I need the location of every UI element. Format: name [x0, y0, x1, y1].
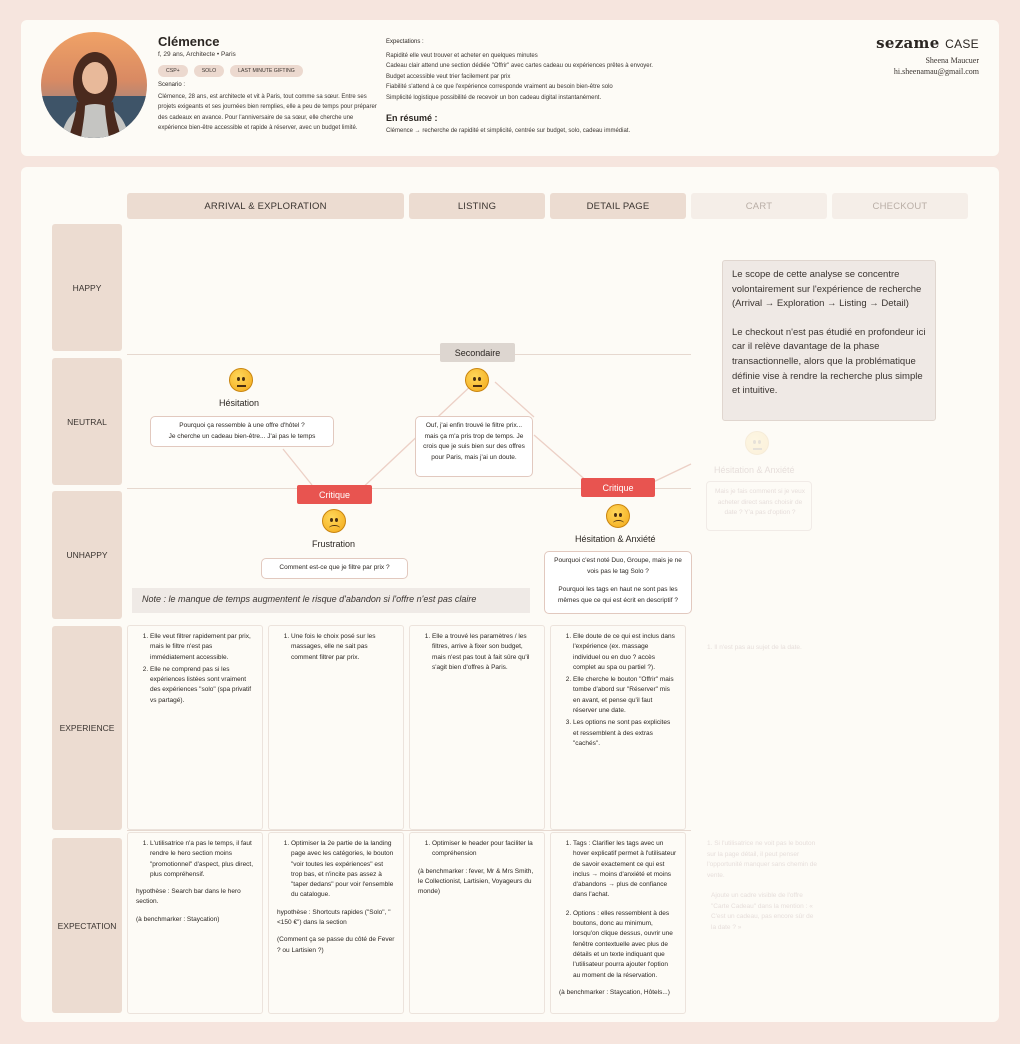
- experience-item: 1. Elle doute de ce qui est inclus dans l'expérience (ex. massage individuel ou en duo ? accès complet au spa ou partiel ?).: [573, 632, 677, 673]
- experience-item: 2. Elle cherche le bouton "Offrir" mais tombe d'abord sur "Réserver" mis en avant, et pense qu'il faut réserver une date.: [573, 675, 677, 716]
- brand-logo: [876, 34, 979, 52]
- expectations-label: Expectations :: [386, 39, 424, 45]
- ghost-quote: Mais je fais comment si je veux acheter direct sans choisir de date ? Y'a pas d'option ?: [715, 488, 805, 516]
- author-email: hi.sheenamau@gmail.com: [893, 67, 979, 76]
- scenario-text: Clémence, 28 ans, est architecte et vit à Paris, tout comme sa sœur. Entre ses projets exigeants et ses journées bien remplies, elle a peu de temps pour préparer des cadeaux en avance. Pour l'anniversaire de sa sœur, elle cherche une expérience bien-être accessible et rapide à réserver, avec un budget limité.: [158, 94, 377, 132]
- expectation-line: Fiabilité s'attend à ce que l'expérience corresponde vraiment au besoin bien-être solo: [386, 84, 613, 91]
- row-label-neutral: NEUTRAL: [52, 358, 122, 485]
- row-label-happy: HAPPY: [52, 224, 122, 351]
- badge-critique-detail: Critique: [581, 478, 655, 497]
- ghost-experience: 1. Il n'est pas au sujet de la date.: [707, 644, 802, 651]
- expectation-benchmark: (à benchmarker : fever, Mr & Mrs Smith, le Collectionist, Lartisien, Voyageurs du monde): [418, 867, 534, 896]
- neutral-face-icon: [745, 431, 769, 455]
- emotion-label-anxiety: Hésitation & Anxiété: [575, 534, 656, 544]
- persona-avatar: [41, 32, 147, 138]
- ghost-emotion-label: Hésitation & Anxiété: [714, 465, 795, 475]
- row-label-expectation: EXPECTATION: [52, 838, 122, 1013]
- phase-listing: LISTING: [409, 193, 545, 219]
- expectation-hypothesis: hypothèse : Search bar dans le hero section.: [136, 888, 241, 906]
- brand-name: sezame: [876, 34, 940, 52]
- expectation-hypothesis: hypothèse : Shortcuts rapides ("Solo", "<150 €") dans la section: [277, 908, 391, 927]
- expectation-item: 1. L'utilisatrice n'a pas le temps, il faut rendre le hero section moins "promotionnel" d'aspect, plus direct, plus compréhensif.: [150, 839, 254, 880]
- expectation-cell-arrival-2: [268, 832, 404, 1014]
- journey-map-card: [21, 167, 999, 1022]
- quote-anxiety-line: Pourquoi c'est noté Duo, Groupe, mais je ne vois pas le tag Solo ?: [554, 557, 682, 575]
- persona-card: [21, 20, 999, 156]
- neutral-face-icon: [465, 368, 489, 392]
- persona-meta: f, 29 ans, Architecte • Paris: [158, 51, 236, 58]
- ghost-expectation: Ajoute un cadre visible de l'offre "Carte Cadeau" dans la mention : « C'est un cadeau, pas encore sûr de la date ? »: [711, 892, 814, 931]
- quote-frustration: Comment est-ce que je filtre par prix ?: [261, 558, 408, 579]
- expectation-line: Rapidité elle veut trouver et acheter en quelques minutes: [386, 53, 538, 59]
- persona-tags: [158, 65, 303, 77]
- quote-anxiety: [544, 551, 692, 614]
- emotion-label-frustration: Frustration: [312, 539, 356, 549]
- persona-name: Clémence: [158, 34, 220, 49]
- expectation-cell-detail: [550, 832, 686, 1014]
- scope-paragraph: Le scope de cette analyse se concentre volontairement sur l'expérience de recherche (Arrival → Exploration → Listing → Detail): [732, 269, 922, 310]
- phase-cart: CART: [691, 193, 827, 219]
- badge-secondaire: Secondaire: [440, 343, 515, 362]
- summary-title: En résumé :: [386, 113, 438, 123]
- experience-cell-listing: [409, 625, 545, 830]
- emotion-label-hesitation: Hésitation: [219, 398, 260, 408]
- brand-suffix: CASE: [945, 37, 979, 51]
- expectation-benchmark: (à benchmarker : Staycation, Hôtels...): [559, 988, 670, 996]
- experience-item: 3. Les options ne sont pas explicites et ressemblent à des extras "cachés".: [573, 718, 677, 749]
- note-time-pressure: Note : le manque de temps augmentent le risque d'abandon si l'offre n'est pas claire: [132, 588, 530, 613]
- expectation-benchmark: (à benchmarker : Staycation): [136, 915, 220, 923]
- author-name: Sheena Maucuer: [925, 56, 979, 65]
- expectation-item: 1. Optimiser la 2e partie de la landing page avec les catégories, le bouton "voir toutes les expériences" est trop bas, et n'incite pas assez à "taper dedans" pour voir l'ensemble du catalogue.: [291, 839, 395, 901]
- expectation-cell-listing: [409, 832, 545, 1014]
- row-label-experience: EXPERIENCE: [52, 626, 122, 830]
- expectation-line: Simplicité logistique possibilité de recevoir un bon cadeau digital instantanément.: [386, 94, 602, 101]
- phase-arrival-exploration: ARRIVAL & EXPLORATION: [127, 193, 404, 219]
- quote-listing: Ouf, j'ai enfin trouvé le filtre prix... mais ça m'a pris trop de temps. Je crois que je suis bien sur des offres pour Paris, mais j'ai un doute.: [415, 416, 533, 477]
- scenario-label: Scenario :: [158, 82, 186, 88]
- expectation-line: Budget accessible veut trier facilement par prix: [386, 73, 511, 80]
- quote-hesitation: Pourquoi ça ressemble à une offre d'hôtel ? Je cherche un cadeau bien-être... J'ai pas le temps: [150, 416, 334, 447]
- row-divider: [127, 830, 691, 831]
- quote-anxiety-line: Pourquoi les tags en haut ne sont pas les mêmes que ce qui est écrit en descriptif ?: [558, 586, 678, 604]
- experience-cell-arrival: [127, 625, 263, 830]
- scope-paragraph: Le checkout n'est pas étudié en profondeur ici car il relève davantage de la phase transactionnelle, alors que la problématique définie vise à rendre la recherche plus simple et intuitive.: [732, 326, 926, 397]
- experience-item: 1. Elle a trouvé les paramètres / les filtres, arrive à fixer son budget, mais n'est pas tout à fait sûre qu'il s'agit bien d'offres à Paris.: [432, 632, 536, 673]
- sad-face-icon: [606, 504, 630, 528]
- persona-tag: LAST MINUTE GIFTING: [230, 65, 303, 77]
- persona-tag: SOLO: [194, 65, 224, 77]
- expectations-list: [386, 51, 653, 103]
- phase-checkout: CHECKOUT: [832, 193, 968, 219]
- expectation-cell-arrival: [127, 832, 263, 1014]
- ghost-expectation: 1. Si l'utilisatrice ne voit pas le bouton sur la page détail, il peut penser l'opportunité manquer sans chemin de vente.: [707, 840, 818, 879]
- neutral-face-icon: [229, 368, 253, 392]
- sad-face-icon: [322, 509, 346, 533]
- experience-cell-arrival-2: [268, 625, 404, 830]
- persona-tag: CSP+: [158, 65, 188, 77]
- experience-cell-detail: [550, 625, 686, 830]
- expectation-item: 1. Tags : Clarifier les tags avec un hover explicatif permet à l'utilisateur de savoir exactement ce qui est inclus → moins d'anxiété et moins d'abandons → plus de confiance dans l'achat.: [573, 839, 677, 901]
- expectation-benchmark: (Comment ça se passe du côté de Fever ? ou Lartisien ?): [277, 936, 395, 954]
- experience-item: 1. Elle veut filtrer rapidement par prix, mais le filtre n'est pas immédiatement accessible.: [150, 632, 254, 663]
- summary-text: Clémence → recherche de rapidité et simplicité, centrée sur budget, solo, cadeau immédiat.: [386, 128, 631, 134]
- experience-item: 1. Une fois le choix posé sur les massages, elle ne sait pas comment filtrer par prix.: [291, 632, 395, 663]
- expectation-item: 1. Optimiser le header pour faciliter la compréhension: [432, 839, 536, 860]
- expectation-line: Cadeau clair attend une section dédiée "Offrir" avec cartes cadeau ou expériences prêtes à envoyer.: [386, 63, 653, 70]
- badge-critique-frustration: Critique: [297, 485, 372, 504]
- row-label-unhappy: UNHAPPY: [52, 491, 122, 619]
- expectation-item: 2. Options : elles ressemblent à des boutons, donc au minimum, lorsqu'on clique dessus, ouvrir une fenêtre contextuelle avec plus de détails et un texte indiquant que l'utilisateur pourra ajouter l'option au moment de la réservation.: [573, 909, 677, 981]
- phase-detail-page: DETAIL PAGE: [550, 193, 686, 219]
- scope-note: [722, 260, 936, 421]
- experience-item: 2. Elle ne comprend pas si les expériences listées sont vraiment des expériences "solo" (spa privatif vs partagé).: [150, 665, 254, 706]
